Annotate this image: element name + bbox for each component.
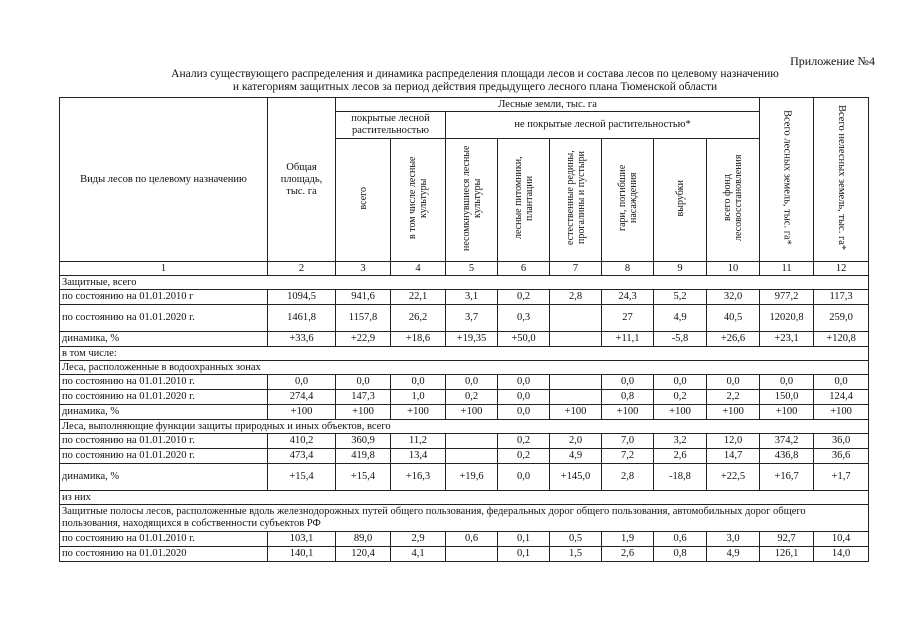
table-cell: 14,7 bbox=[707, 449, 760, 464]
appendix-label: Приложение №4 bbox=[790, 54, 875, 68]
table-cell: 0,3 bbox=[498, 305, 550, 332]
table-cell bbox=[550, 390, 602, 405]
table-cell: 1461,8 bbox=[268, 305, 336, 332]
table-cell: 0,0 bbox=[707, 375, 760, 390]
section-label: из них bbox=[60, 491, 869, 505]
table-cell: +100 bbox=[446, 405, 498, 420]
table-cell: +145,0 bbox=[550, 464, 602, 491]
table-cell: 0,0 bbox=[391, 375, 446, 390]
table-cell: 0,2 bbox=[654, 390, 707, 405]
forest-distribution-table bbox=[59, 97, 869, 562]
table-cell: 147,3 bbox=[336, 390, 391, 405]
table-cell: 0,0 bbox=[654, 375, 707, 390]
table-cell: 1,9 bbox=[602, 532, 654, 547]
table-cell: 2,6 bbox=[602, 547, 654, 562]
table-cell: 0,0 bbox=[498, 464, 550, 491]
table-row bbox=[60, 547, 869, 562]
table-cell: 36,6 bbox=[814, 449, 869, 464]
table-cell: 2,2 bbox=[707, 390, 760, 405]
table-cell: +100 bbox=[707, 405, 760, 420]
table-cell: 4,9 bbox=[707, 547, 760, 562]
table-cell: +1,7 bbox=[814, 464, 869, 491]
table-cell: 24,3 bbox=[602, 290, 654, 305]
table-row bbox=[60, 405, 869, 420]
table-cell: +16,3 bbox=[391, 464, 446, 491]
table-cell: 0,6 bbox=[446, 532, 498, 547]
row-label: по состоянию на 01.01.2010 г. bbox=[60, 434, 268, 449]
section-label: Леса, расположенные в водоохранных зонах bbox=[60, 361, 869, 375]
row-label: по состоянию на 01.01.2020 г. bbox=[60, 449, 268, 464]
title-line-1: Анализ существующего распределения и динамика распределения площади лесов и состава лесов по целевому назначению bbox=[171, 68, 779, 80]
section-row bbox=[60, 505, 869, 532]
section-label: Леса, выполняющие функции защиты природных и иных объектов, всего bbox=[60, 420, 869, 434]
table-cell: +100 bbox=[760, 405, 814, 420]
section-label: Защитные, всего bbox=[60, 276, 869, 290]
table-row bbox=[60, 290, 869, 305]
row-label: динамика, % bbox=[60, 332, 268, 347]
table-cell: -18,8 bbox=[654, 464, 707, 491]
table-cell: 1,5 bbox=[550, 547, 602, 562]
table-cell: 1094,5 bbox=[268, 290, 336, 305]
table-cell: 2,6 bbox=[654, 449, 707, 464]
table-cell: 2,9 bbox=[391, 532, 446, 547]
section-label: Защитные полосы лесов, расположенные вдоль железнодорожных путей общего пользования, федеральных дорог общего пользования, автомобильных дорог общего пользования, находящихся в собственности субъектов РФ bbox=[60, 505, 869, 532]
table-cell: 0,2 bbox=[498, 290, 550, 305]
header-col5: несомкнувшиеся лесные культуры bbox=[446, 139, 498, 262]
table-cell: +100 bbox=[602, 405, 654, 420]
table-cell: 0,0 bbox=[498, 390, 550, 405]
table-cell: +22,9 bbox=[336, 332, 391, 347]
row-label: по состоянию на 01.01.2010 г. bbox=[60, 375, 268, 390]
table-cell: 4,9 bbox=[550, 449, 602, 464]
table-cell: +19,6 bbox=[446, 464, 498, 491]
row-label: динамика, % bbox=[60, 405, 268, 420]
table-cell: +100 bbox=[814, 405, 869, 420]
table-cell: 0,8 bbox=[654, 547, 707, 562]
header-col3: всего bbox=[336, 139, 391, 262]
table-cell: 0,0 bbox=[336, 375, 391, 390]
header-col9: вырубки bbox=[654, 139, 707, 262]
section-row bbox=[60, 361, 869, 375]
row-label: по состоянию на 01.01.2010 г. bbox=[60, 532, 268, 547]
table-cell: +18,6 bbox=[391, 332, 446, 347]
col-number: 12 bbox=[814, 262, 869, 276]
table-row bbox=[60, 532, 869, 547]
col-number: 2 bbox=[268, 262, 336, 276]
table-cell: +23,1 bbox=[760, 332, 814, 347]
section-label: в том числе: bbox=[60, 347, 869, 361]
table-cell: 4,1 bbox=[391, 547, 446, 562]
table-cell: 1157,8 bbox=[336, 305, 391, 332]
header-col10: всего фонд лесовосстановления bbox=[707, 139, 760, 262]
table-cell: +100 bbox=[550, 405, 602, 420]
table-cell: 0,0 bbox=[498, 405, 550, 420]
section-row bbox=[60, 347, 869, 361]
table-cell: +15,4 bbox=[268, 464, 336, 491]
table-cell: +26,6 bbox=[707, 332, 760, 347]
table-cell bbox=[550, 305, 602, 332]
table-row bbox=[60, 305, 869, 332]
table-cell: 10,4 bbox=[814, 532, 869, 547]
table-cell: 27 bbox=[602, 305, 654, 332]
col-number: 8 bbox=[602, 262, 654, 276]
table-cell: 0,1 bbox=[498, 547, 550, 562]
section-row bbox=[60, 420, 869, 434]
table-row bbox=[60, 434, 869, 449]
table-cell: +22,5 bbox=[707, 464, 760, 491]
table-cell: 11,2 bbox=[391, 434, 446, 449]
col-number: 1 bbox=[60, 262, 268, 276]
table-cell: 0,0 bbox=[814, 375, 869, 390]
table-cell: 977,2 bbox=[760, 290, 814, 305]
table-row bbox=[60, 449, 869, 464]
table-cell: 419,8 bbox=[336, 449, 391, 464]
table-cell: 0,8 bbox=[602, 390, 654, 405]
col-number: 9 bbox=[654, 262, 707, 276]
table-cell: +120,8 bbox=[814, 332, 869, 347]
table-cell: 22,1 bbox=[391, 290, 446, 305]
document-title bbox=[60, 68, 890, 94]
table-cell: 0,0 bbox=[268, 375, 336, 390]
section-row bbox=[60, 276, 869, 290]
header-not-covered: не покрытые лесной растительностью* bbox=[446, 112, 760, 139]
header-covered: покрытые лесной растительностью bbox=[336, 112, 446, 139]
table-cell: 103,1 bbox=[268, 532, 336, 547]
column-number-row bbox=[60, 262, 869, 276]
table-cell bbox=[550, 332, 602, 347]
table-cell: 117,3 bbox=[814, 290, 869, 305]
table-cell: 360,9 bbox=[336, 434, 391, 449]
col-number: 5 bbox=[446, 262, 498, 276]
table-cell: 140,1 bbox=[268, 547, 336, 562]
table-cell: 40,5 bbox=[707, 305, 760, 332]
table-cell: 7,2 bbox=[602, 449, 654, 464]
header-total-area: Общая площадь, тыс. га bbox=[268, 98, 336, 262]
table-cell: 436,8 bbox=[760, 449, 814, 464]
table-cell: 0,0 bbox=[446, 375, 498, 390]
table-cell: 4,9 bbox=[654, 305, 707, 332]
header-col11: Всего лесных земель, тыс. га* bbox=[760, 98, 814, 262]
header-col4: в том числе лесные культуры bbox=[391, 139, 446, 262]
table-cell: 12020,8 bbox=[760, 305, 814, 332]
table-row bbox=[60, 464, 869, 491]
table-cell: 2,0 bbox=[550, 434, 602, 449]
table-cell: 89,0 bbox=[336, 532, 391, 547]
table-cell: 274,4 bbox=[268, 390, 336, 405]
table-cell: 120,4 bbox=[336, 547, 391, 562]
table-cell: 150,0 bbox=[760, 390, 814, 405]
table-cell: 13,4 bbox=[391, 449, 446, 464]
table-cell: 26,2 bbox=[391, 305, 446, 332]
table-cell: 3,7 bbox=[446, 305, 498, 332]
header-col12: Всего нелесных земель, тыс. га* bbox=[814, 98, 869, 262]
table-cell: +19,35 bbox=[446, 332, 498, 347]
table-cell: 126,1 bbox=[760, 547, 814, 562]
table-cell: 3,0 bbox=[707, 532, 760, 547]
table-cell: 374,2 bbox=[760, 434, 814, 449]
table-cell: +100 bbox=[336, 405, 391, 420]
table-cell: 124,4 bbox=[814, 390, 869, 405]
col-number: 10 bbox=[707, 262, 760, 276]
header-col7: естественные редины, прогалины и пустыри bbox=[550, 139, 602, 262]
table-cell: 1,0 bbox=[391, 390, 446, 405]
table-cell: 36,0 bbox=[814, 434, 869, 449]
table-cell: 941,6 bbox=[336, 290, 391, 305]
table-cell: 0,2 bbox=[498, 434, 550, 449]
table-cell: 0,0 bbox=[498, 375, 550, 390]
table-cell: 5,2 bbox=[654, 290, 707, 305]
table-cell: 473,4 bbox=[268, 449, 336, 464]
table-cell: +50,0 bbox=[498, 332, 550, 347]
col-number: 11 bbox=[760, 262, 814, 276]
table-cell: -5,8 bbox=[654, 332, 707, 347]
table-cell bbox=[550, 375, 602, 390]
table-cell: 0,2 bbox=[498, 449, 550, 464]
header-kinds: Виды лесов по целевому назначению bbox=[60, 98, 268, 262]
header-col6: лесные питомники, плантации bbox=[498, 139, 550, 262]
table-cell: +15,4 bbox=[336, 464, 391, 491]
col-number: 3 bbox=[336, 262, 391, 276]
row-label: по состоянию на 01.01.2010 г bbox=[60, 290, 268, 305]
table-cell: 3,1 bbox=[446, 290, 498, 305]
header-forest-lands: Лесные земли, тыс. га bbox=[336, 98, 760, 112]
table-cell bbox=[446, 449, 498, 464]
table-cell: +33,6 bbox=[268, 332, 336, 347]
section-row bbox=[60, 491, 869, 505]
table-cell: 3,2 bbox=[654, 434, 707, 449]
col-number: 6 bbox=[498, 262, 550, 276]
table-row bbox=[60, 375, 869, 390]
table-cell: 0,2 bbox=[446, 390, 498, 405]
table-cell bbox=[446, 547, 498, 562]
table-cell: +100 bbox=[391, 405, 446, 420]
table-row bbox=[60, 332, 869, 347]
col-number: 7 bbox=[550, 262, 602, 276]
table-cell: +16,7 bbox=[760, 464, 814, 491]
table-cell: 92,7 bbox=[760, 532, 814, 547]
table-cell: 7,0 bbox=[602, 434, 654, 449]
table-cell: 0,6 bbox=[654, 532, 707, 547]
row-label: динамика, % bbox=[60, 464, 268, 491]
table-cell: 0,0 bbox=[602, 375, 654, 390]
table-cell: 0,5 bbox=[550, 532, 602, 547]
table-cell: 0,0 bbox=[760, 375, 814, 390]
table-cell: 2,8 bbox=[602, 464, 654, 491]
table-cell: 12,0 bbox=[707, 434, 760, 449]
table-cell: 2,8 bbox=[550, 290, 602, 305]
table-cell: +11,1 bbox=[602, 332, 654, 347]
row-label: по состоянию на 01.01.2020 г. bbox=[60, 390, 268, 405]
table-cell: 14,0 bbox=[814, 547, 869, 562]
table-cell bbox=[446, 434, 498, 449]
row-label: по состоянию на 01.01.2020 г. bbox=[60, 305, 268, 332]
table-cell: 410,2 bbox=[268, 434, 336, 449]
col-number: 4 bbox=[391, 262, 446, 276]
table-cell: +100 bbox=[654, 405, 707, 420]
header-row-1 bbox=[60, 98, 869, 112]
title-line-2: и категориям защитных лесов за период действия предыдущего лесного плана Тюменской области bbox=[232, 81, 718, 93]
table-cell: +100 bbox=[268, 405, 336, 420]
header-col8: гари, погибшие насаждения bbox=[602, 139, 654, 262]
row-label: по состоянию на 01.01.2020 bbox=[60, 547, 268, 562]
table-cell: 32,0 bbox=[707, 290, 760, 305]
table-row bbox=[60, 390, 869, 405]
table-cell: 0,1 bbox=[498, 532, 550, 547]
table-cell: 259,0 bbox=[814, 305, 869, 332]
